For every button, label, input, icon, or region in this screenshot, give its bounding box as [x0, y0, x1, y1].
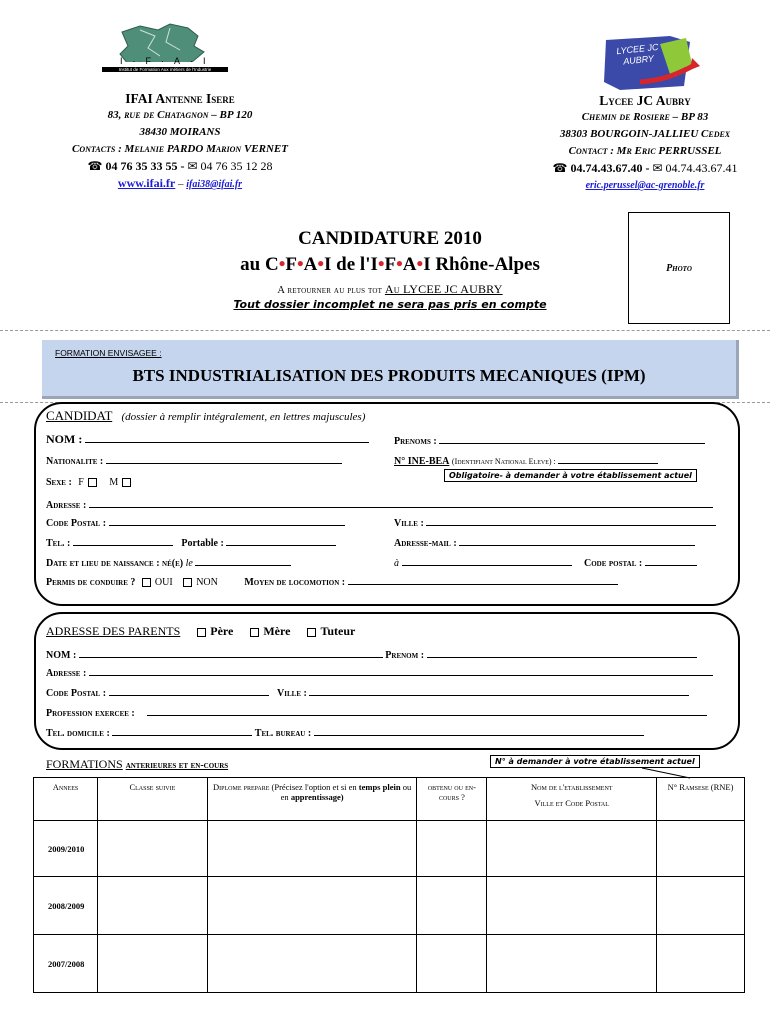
- parent-prenom-label: Prenom :: [385, 650, 425, 661]
- moyen-field[interactable]: [348, 575, 618, 585]
- code-postal-field[interactable]: [109, 516, 345, 526]
- formation-band: [42, 340, 739, 399]
- ifai-website-link[interactable]: www.ifai.fr: [117, 176, 176, 190]
- nom-label: NOM :: [46, 432, 83, 446]
- header-obtenu-label: obtenu ou en-cours ?: [427, 782, 476, 802]
- naissance-label: Date et lieu de naissance : né(e): [46, 558, 184, 569]
- header-diplome-note: (Précisez l'option et si en: [271, 782, 357, 792]
- lycee-phone: 04.74.43.67.40: [570, 161, 643, 175]
- table-header-row: [34, 778, 745, 821]
- year-cell: 2008/2009: [34, 877, 98, 935]
- parent-prenom-field[interactable]: [427, 648, 697, 658]
- portable-field[interactable]: [226, 536, 336, 546]
- header-diplome-or: ou en: [280, 782, 412, 802]
- ifai-logo-text: I·F·A·I: [120, 56, 216, 66]
- naissance-row: [46, 556, 291, 569]
- diplome-cell[interactable]: [207, 877, 417, 935]
- subtitle-part: A: [402, 254, 417, 275]
- nationalite-row: [46, 454, 342, 467]
- ifai-contacts: Contacts : Melanie PARDO Marion VERNET: [72, 143, 288, 155]
- adresse-label: Adresse :: [46, 500, 87, 511]
- code-postal2-field[interactable]: [645, 556, 697, 566]
- parent-nom-row: [46, 648, 697, 661]
- page-title: CANDIDATURE 2010: [298, 228, 482, 249]
- header-etab-label: Nom de l'etablissement: [531, 782, 613, 792]
- header-annees-label: Annees: [52, 782, 79, 792]
- ville-label: Ville :: [394, 518, 424, 529]
- obtenu-cell[interactable]: [417, 821, 487, 877]
- code-postal2-label: Code postal :: [584, 558, 643, 569]
- prenoms-label: Prenoms :: [394, 436, 437, 447]
- ifai-address1: 83, rue de Chatagnon – BP 120: [107, 109, 253, 121]
- ifai-header: [20, 90, 340, 193]
- formations-heading-row: [46, 757, 228, 772]
- moyen-label: Moyen de locomotion :: [244, 577, 346, 588]
- year-cell: 2009/2010: [34, 821, 98, 877]
- sexe-m-label: M: [109, 477, 119, 488]
- formation-label: FORMATION ENVISAGEE :: [55, 348, 162, 358]
- rne-note: N° à demander à votre établissement actuel: [490, 755, 700, 768]
- header-etab: [487, 778, 657, 821]
- subtitle-part: I de l'I: [324, 254, 378, 275]
- photo-label: Photo: [666, 262, 692, 274]
- adresse-mail-field[interactable]: [459, 536, 695, 546]
- year-cell: 2007/2008: [34, 935, 98, 993]
- ine-row: [394, 454, 658, 467]
- return-prefix: A retourner au plus tot: [277, 285, 385, 296]
- permis-non-checkbox[interactable]: [183, 578, 192, 587]
- sexe-f-checkbox[interactable]: [88, 478, 97, 487]
- permis-non-label: NON: [196, 577, 218, 588]
- tel-bureau-field[interactable]: [314, 726, 644, 736]
- nationalite-label: Nationalite :: [46, 456, 104, 467]
- parents-heading-row: [46, 624, 355, 639]
- table-row: [34, 935, 745, 993]
- ine-field[interactable]: [558, 454, 658, 464]
- sexe-label: Sexe :: [46, 477, 72, 488]
- adresse-mail-row: [394, 536, 695, 549]
- ifai-logo-subtitle: Institut de Formation Aux métiers de l'Industrie: [102, 67, 228, 72]
- naissance-lieu-row: [394, 556, 697, 569]
- parent-cp-row: [46, 686, 689, 699]
- header-obtenu: [417, 778, 487, 821]
- tel-label: Tel. :: [46, 538, 71, 549]
- phone-icon: ☎: [552, 161, 568, 175]
- classe-cell[interactable]: [97, 821, 207, 877]
- tuteur-checkbox[interactable]: [307, 628, 316, 637]
- obtenu-cell[interactable]: [417, 935, 487, 993]
- naissance-a: à: [394, 558, 399, 569]
- profession-row: [46, 706, 707, 719]
- tel-domicile-label: Tel. domicile :: [46, 728, 110, 739]
- header-diplome-bold1: temps plein: [358, 782, 401, 792]
- tel-row: [46, 536, 336, 549]
- parent-ville-field[interactable]: [309, 686, 689, 696]
- photo-box: [628, 212, 730, 324]
- mere-checkbox[interactable]: [250, 628, 259, 637]
- divider: [0, 330, 770, 331]
- ine-detail: (Identifiant National Eleve) :: [451, 457, 556, 466]
- obtenu-cell[interactable]: [417, 877, 487, 935]
- lycee-logo-text: LYCEE JC AUBRY: [615, 41, 659, 67]
- return-instruction: [180, 282, 600, 297]
- tel-bureau-label: Tel. bureau :: [254, 728, 312, 739]
- tuteur-label: Tuteur: [320, 624, 356, 638]
- ifai-links: www.ifai.fr – ifai38@ifai.fr: [117, 176, 243, 190]
- adresse-row: [46, 498, 713, 511]
- ine-label: N° INE-BEA: [394, 456, 450, 467]
- subtitle-part: A: [303, 254, 318, 275]
- phone-icon: ☎: [87, 159, 103, 173]
- prenoms-row: [394, 434, 705, 447]
- adresse-mail-label: Adresse-mail :: [394, 538, 457, 549]
- formations-table: [33, 777, 745, 993]
- rne-cell[interactable]: [657, 935, 745, 993]
- candidat-note: (dossier à remplir intégralement, en lettres majuscules): [121, 411, 366, 423]
- header-diplome: [207, 778, 417, 821]
- header-rne-label: N° Ramsese (RNE): [667, 782, 734, 792]
- parent-adresse-label: Adresse :: [46, 668, 87, 679]
- lycee-address2: 38303 BOURGOIN-JALLIEU Cedex: [559, 128, 731, 140]
- tel-field[interactable]: [73, 536, 173, 546]
- classe-cell[interactable]: [97, 935, 207, 993]
- ville-row: [394, 516, 716, 529]
- ifai-logo: [100, 22, 230, 80]
- header-annees: [34, 778, 98, 821]
- code-postal-row: [46, 516, 345, 529]
- rne-cell[interactable]: [657, 877, 745, 935]
- sexe-m-checkbox[interactable]: [122, 478, 131, 487]
- permis-oui-label: OUI: [154, 577, 173, 588]
- etab-cell[interactable]: [487, 821, 657, 877]
- formation-title: BTS INDUSTRIALISATION DES PRODUITS MECANIQUES (IPM): [132, 366, 646, 385]
- parent-cp-label: Code Postal :: [46, 688, 107, 699]
- parent-tel-row: [46, 726, 644, 739]
- ine-note: Obligatoire- à demander à votre établissement actuel: [444, 469, 697, 482]
- mere-label: Mère: [263, 624, 291, 638]
- header-diplome-label: Diplome prepare: [213, 782, 270, 792]
- parent-adresse-field[interactable]: [89, 666, 713, 676]
- lycee-address1: Chemin de Rosiere – BP 83: [581, 111, 709, 123]
- ifai-email-link[interactable]: ifai38@ifai.fr: [186, 179, 243, 190]
- parent-adresse-row: [46, 666, 713, 679]
- ifai-address2: 38430 MOIRANS: [139, 126, 221, 138]
- sexe-f-label: F: [78, 477, 84, 488]
- candidat-heading-row: [46, 408, 365, 424]
- ifai-phone-line: ☎ 04 76 35 33 55 - ✉ 04 76 35 12 28: [87, 159, 273, 173]
- diplome-cell[interactable]: [207, 821, 417, 877]
- header-etab2-label: Ville et Code Postal: [534, 798, 609, 808]
- pere-label: Père: [210, 624, 234, 638]
- nom-field[interactable]: [85, 433, 369, 443]
- parent-ville-label: Ville :: [277, 688, 307, 699]
- prenoms-field[interactable]: [439, 434, 705, 444]
- parent-cp-field[interactable]: [109, 686, 269, 696]
- parent-nom-field[interactable]: [79, 648, 383, 658]
- pere-checkbox[interactable]: [197, 628, 206, 637]
- ifai-title: IFAI Antenne Isere: [125, 91, 235, 106]
- fax-icon: ✉: [652, 161, 663, 175]
- classe-cell[interactable]: [97, 877, 207, 935]
- nom-row: [46, 432, 369, 447]
- fax-icon: ✉: [187, 159, 198, 173]
- lycee-phone-line: ☎ 04.74.43.67.40 - ✉ 04.74.43.67.41: [552, 161, 738, 175]
- header-rne: [657, 778, 745, 821]
- ville-field[interactable]: [426, 516, 716, 526]
- parent-nom-label: NOM :: [46, 650, 77, 661]
- nationalite-field[interactable]: [106, 454, 342, 464]
- lycee-title: Lycee JC Aubry: [599, 93, 691, 108]
- profession-label: Profession exercee :: [46, 708, 135, 719]
- adresse-field[interactable]: [89, 498, 713, 508]
- portable-label: Portable :: [181, 538, 224, 549]
- lycee-fax: 04.74.43.67.41: [665, 161, 738, 175]
- permis-oui-checkbox[interactable]: [142, 578, 151, 587]
- ifai-phone: 04 76 35 33 55: [105, 159, 178, 173]
- page-subtitle: au C•F•A•I de l'I•F•A•I Rhône-Alpes: [240, 254, 540, 275]
- code-postal-label: Code Postal :: [46, 518, 107, 529]
- sexe-row: [46, 477, 135, 488]
- permis-row: [46, 575, 618, 588]
- diplome-cell[interactable]: [207, 935, 417, 993]
- subtitle-part: F: [384, 254, 397, 275]
- table-row: [34, 821, 745, 877]
- etab-cell[interactable]: [487, 877, 657, 935]
- return-place: Au LYCEE JC AUBRY: [384, 282, 503, 296]
- naissance-lieu-field[interactable]: [402, 556, 572, 566]
- header-diplome-bold2: apprentissage): [290, 792, 344, 802]
- subtitle-part: I Rhône-Alpes: [423, 254, 540, 275]
- etab-cell[interactable]: [487, 935, 657, 993]
- header-classe-label: Classe suivie: [129, 782, 176, 792]
- incomplete-warning: Tout dossier incomplet ne sera pas pris en compte: [233, 298, 547, 311]
- ifai-fax: 04 76 35 12 28: [200, 159, 273, 173]
- lycee-email-link[interactable]: eric.perussel@ac-grenoble.fr: [585, 180, 705, 191]
- tel-domicile-field[interactable]: [112, 726, 252, 736]
- formations-heading: FORMATIONS: [46, 757, 123, 771]
- formations-heading-rest: anterieures et en-cours: [125, 760, 229, 771]
- lycee-header: [530, 92, 760, 194]
- subtitle-part: au C: [240, 254, 279, 275]
- header-classe: [97, 778, 207, 821]
- table-row: [34, 877, 745, 935]
- title-block: [180, 226, 600, 311]
- parents-heading: ADRESSE DES PARENTS: [46, 624, 181, 638]
- lycee-contact: Contact : Mr Eric PERRUSSEL: [568, 145, 722, 157]
- lycee-logo: [600, 34, 700, 92]
- candidat-heading: CANDIDAT: [46, 408, 113, 423]
- subtitle-part: F: [285, 254, 297, 275]
- naissance-le: le: [185, 558, 193, 569]
- permis-label: Permis de conduire ?: [46, 577, 136, 588]
- rne-cell[interactable]: [657, 821, 745, 877]
- profession-field[interactable]: [147, 706, 707, 716]
- naissance-date-field[interactable]: [195, 556, 291, 566]
